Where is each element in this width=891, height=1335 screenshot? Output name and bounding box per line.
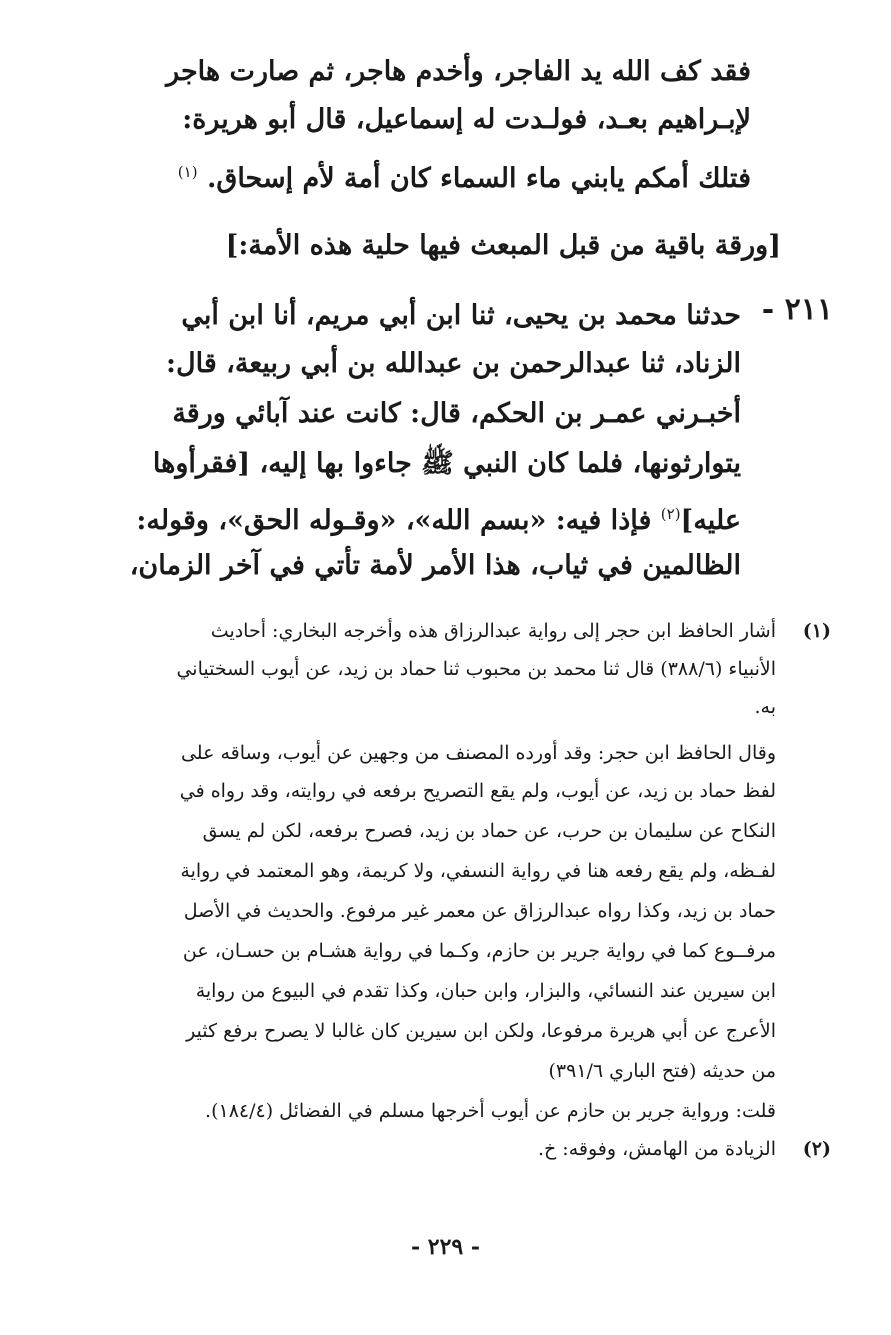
hadith-line-4: يتوارثونها، فلما كان النبي ﷺ جاءوا بها إليه، [فقرأوها [152,448,741,479]
hadith-number-value: ٢١١ [784,292,833,327]
footnote-2-line: الزيادة من الهامش، وفوقه: خ. [537,1138,776,1160]
hadith-line-2: الزناد، ثنا عبدالرحمن بن عبدالله بن أبي ربيعة، قال: [166,348,741,379]
footnote-1-line: حماد بن زيد، وكذا رواه عبدالرزاق عن معمر غير مرفوع. والحديث في الأصل [183,900,776,922]
footnote-1-line: لفـظه، ولم يقع رفعه هنا في رواية النسفي، ولا كريمة، وهو المعتمد في رواية [180,860,776,882]
footnote-1-line: مرفــوع كما في رواية جرير بن حازم، وكـما في رواية هشـام بن حسـان، عن [182,940,776,962]
main-text-line-2: لإبـراهيم بعـد، فولـدت له إسماعيل، قال أبو هريرة: [182,104,751,135]
footnote-1-line: به. [754,696,776,718]
footnote-1-line: من حديثه (فتح الباري ٣٩١/٦) [548,1060,776,1082]
footnote-1-line: النكاح عن سليمان بن حرب، عن حماد بن زيد، فصرح برفعه، لكن لم يسق [202,820,776,842]
footnote-1-line: الأعرج عن أبي هريرة مرفوعا، ولكن ابن سيرين كان غالبا لا يصرح برفع كثير [186,1020,776,1042]
hadith-number-dash: - [761,292,775,327]
section-heading: [ورقة باقية من قبل المبعث فيها حلية هذه الأمة:] [225,230,781,261]
main-text-line-3-text: فتلك أمكم يابني ماء السماء كان أمة لأم إسحاق. [206,163,751,194]
footnote-1-line: لفظ حماد بن زيد، عن أيوب، ولم يقع التصريح برفعه في روايته، وقد رواه في [179,780,776,802]
main-text-line-1: فقد كف الله يد الفاجر، وأخدم هاجر، ثم صارت هاجر [166,56,751,87]
footnote-1-line: ابن سيرين عند النسائي، والبزار، وابن حبان، وكذا تقدم في البيوع من رواية [195,980,776,1002]
page-number: - ٢٢٩ - [410,1234,481,1260]
footnote-1-line: أشار الحافظ ابن حجر إلى رواية عبدالرزاق هذه وأخرجه البخاري: أحاديث [210,620,776,642]
hadith-number [762,286,833,334]
hadith-line-5-rest: فإذا فيه: «بسم الله»، «وقـوله الحق»، وقوله: [136,505,652,536]
footnote-ref-1: (١) [177,163,198,181]
hadith-line-1: حدثنا محمد بن يحيى، ثنا ابن أبي مريم، أنا ابن أبي [181,300,741,331]
main-text-line-3 [111,148,751,203]
footnote-1-line: وقال الحافظ ابن حجر: وقد أورده المصنف من وجهين عن أيوب، وساقه على [180,742,776,764]
hadith-line-5-start: عليه] [680,505,741,536]
footnote-1-marker: (١) [802,620,831,642]
footnote-1-line: قلت: ورواية جرير بن حازم عن أيوب أخرجها مسلم في الفضائل (١٨٤/٤). [205,1100,776,1122]
hadith-line-3: أخبـرني عمـر بن الحكم، قال: كانت عند آبائي ورقة [172,398,741,429]
footnote-ref-2: (٢) [660,505,681,523]
hadith-line-6: الظالمين في ثياب، هذا الأمر لأمة تأتي في آخر الزمان، [129,550,741,581]
footnote-2-marker: (٢) [802,1138,831,1160]
hadith-line-5 [121,490,741,545]
footnote-1-line: الأنبياء (٣٨٨/٦) قال ثنا محمد بن محبوب ثنا حماد بن زيد، عن أيوب السختياني [176,658,776,680]
